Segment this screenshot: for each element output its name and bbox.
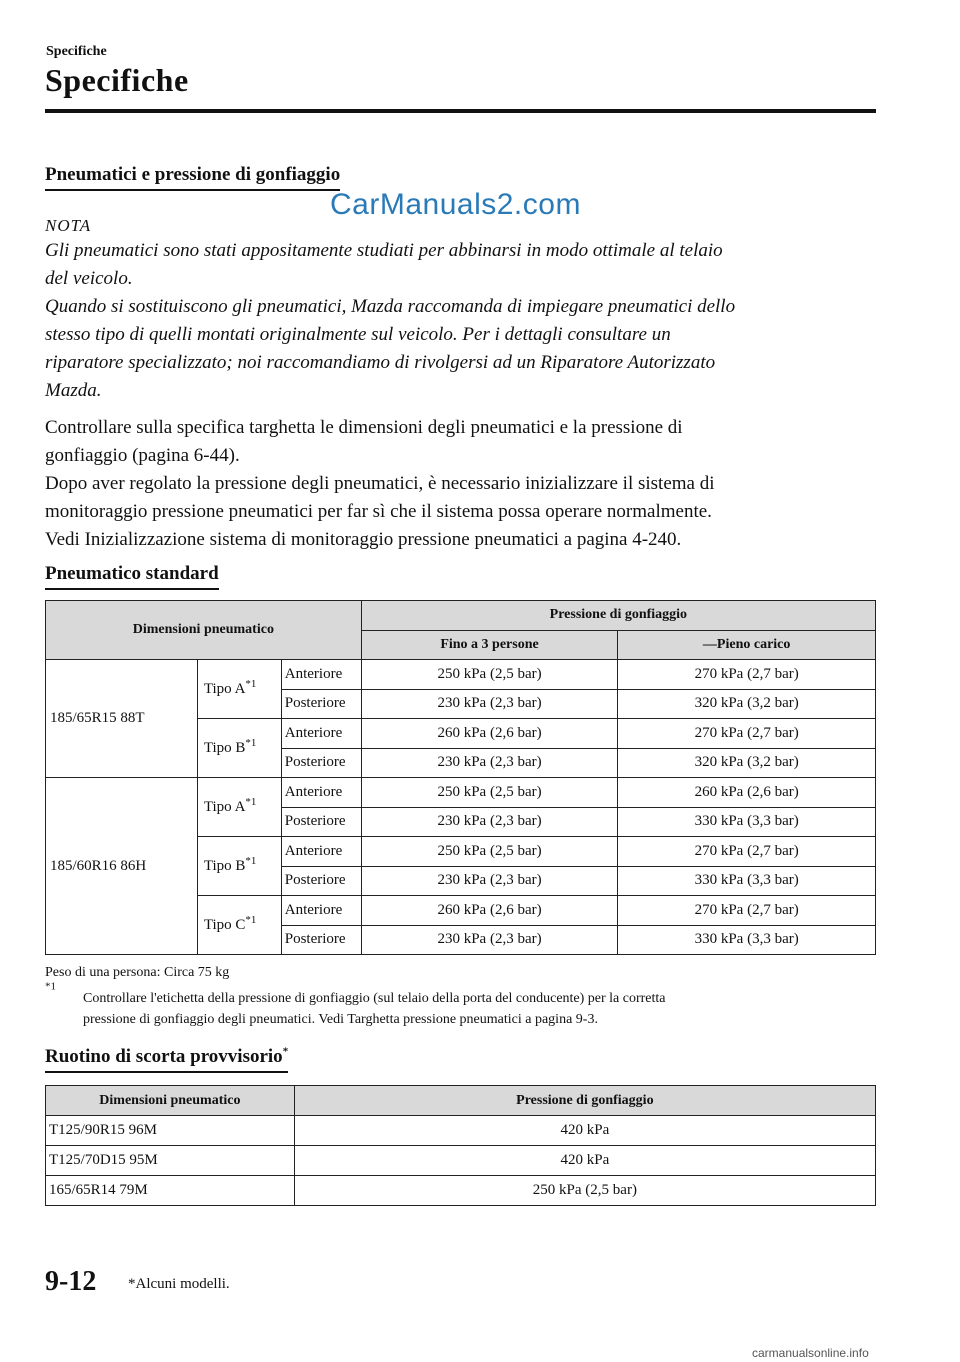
footnote-mark-label (45, 980, 56, 1000)
table-row (46, 778, 876, 808)
footnote-mark: *1 (245, 677, 257, 690)
page-number: 9-12 (45, 1266, 97, 1297)
tyre-type-cell (197, 660, 281, 719)
pressure-cell: 270 kPa (2,7 bar) (618, 719, 876, 749)
axle-cell: Posteriore (281, 925, 361, 955)
body-line: Dopo aver regolato la pressione degli pneumatici, è necessario inizializzare il sistema di (45, 473, 715, 494)
header-tyre-size: Dimensioni pneumatico (46, 1086, 295, 1116)
tyre-size-cell: T125/70D15 95M (46, 1146, 295, 1176)
watermark-logo: CarManuals2.com (330, 188, 581, 221)
nota-line: del veicolo. (45, 268, 133, 289)
spare-tyre-table (45, 1085, 876, 1206)
body-line: monitoraggio pressione pneumatici per far sì che il sistema possa operare normalmente. (45, 501, 712, 522)
standard-tyre-table (45, 600, 876, 955)
pressure-cell: 230 kPa (2,3 bar) (361, 689, 618, 719)
pressure-cell: 320 kPa (3,2 bar) (618, 689, 876, 719)
footer-note: *Alcuni modelli. (128, 1276, 230, 1292)
tyre-type-cell (197, 896, 281, 955)
nota-line: Mazda. (45, 380, 102, 401)
pressure-cell: 270 kPa (2,7 bar) (618, 837, 876, 867)
pressure-cell: 250 kPa (2,5 bar) (361, 778, 618, 808)
footnote-line: pressione di gonfiaggio degli pneumatici. Vedi Targhetta pressione pneumatici a pagina 9-3. (83, 1012, 598, 1027)
axle-cell: Anteriore (281, 660, 361, 690)
footnote-mark: *1 (245, 854, 257, 867)
body-line: gonfiaggio (pagina 6-44). (45, 445, 240, 466)
tyre-size-cell: 165/65R14 79M (46, 1176, 295, 1206)
pressure-cell: 230 kPa (2,3 bar) (361, 748, 618, 778)
tyre-type-label: Tipo A (203, 680, 246, 697)
footnote-mark: *1 (45, 980, 56, 993)
section-title-text: Ruotino di scorta provvisorio (45, 1046, 283, 1067)
axle-cell: Posteriore (281, 748, 361, 778)
axle-cell: Posteriore (281, 866, 361, 896)
pressure-cell: 270 kPa (2,7 bar) (618, 660, 876, 690)
axle-cell: Anteriore (281, 896, 361, 926)
axle-cell: Anteriore (281, 719, 361, 749)
pressure-cell: 260 kPa (2,6 bar) (361, 896, 618, 926)
body-line: Vedi Inizializzazione sistema di monitoraggio pressione pneumatici a pagina 4-240. (45, 529, 682, 550)
table-row (46, 660, 876, 690)
footnote-mark: *1 (245, 913, 257, 926)
tyre-type-label: Tipo B (203, 739, 246, 756)
site-watermark: carmanualsonline.info (752, 1346, 869, 1360)
running-header: Specifiche (46, 44, 107, 59)
tyre-size-cell: 185/60R16 86H (46, 778, 198, 955)
footnote-mark: *1 (245, 736, 257, 749)
pressure-cell: 330 kPa (3,3 bar) (618, 807, 876, 837)
pressure-cell: 230 kPa (2,3 bar) (361, 925, 618, 955)
header-rule (45, 109, 876, 113)
pressure-cell: 250 kPa (2,5 bar) (361, 837, 618, 867)
tyre-type-cell (197, 837, 281, 896)
pressure-cell: 330 kPa (3,3 bar) (618, 925, 876, 955)
axle-cell: Anteriore (281, 778, 361, 808)
pressure-cell: 260 kPa (2,6 bar) (618, 778, 876, 808)
pressure-cell: 260 kPa (2,6 bar) (361, 719, 618, 749)
pressure-cell: 270 kPa (2,7 bar) (618, 896, 876, 926)
footnote-mark: *1 (245, 795, 257, 808)
pressure-cell: 250 kPa (2,5 bar) (361, 660, 618, 690)
table-row (46, 1176, 876, 1206)
nota-line: Gli pneumatici sono stati appositamente studiati per abbinarsi in modo ottimale al telaio (45, 240, 723, 261)
section-title-standard-tyre: Pneumatico standard (45, 563, 219, 590)
chapter-title: Specifiche (45, 62, 189, 98)
header-tyre-size: Dimensioni pneumatico (46, 601, 362, 660)
section-title-tyres: Pneumatici e pressione di gonfiaggio (45, 164, 340, 191)
header-pressure: Pressione di gonfiaggio (361, 601, 875, 631)
axle-cell: Posteriore (281, 689, 361, 719)
pressure-cell: 420 kPa (294, 1146, 875, 1176)
footnote-line: Controllare l'etichetta della pressione di gonfiaggio (sul telaio della porta del conducente) per la corretta (83, 991, 666, 1006)
tyre-size-cell: 185/65R15 88T (46, 660, 198, 778)
title-asterisk: * (282, 1045, 289, 1058)
axle-cell: Posteriore (281, 807, 361, 837)
table-row (46, 1116, 876, 1146)
pressure-cell: 330 kPa (3,3 bar) (618, 866, 876, 896)
tyre-size-cell: T125/90R15 96M (46, 1116, 295, 1146)
pressure-cell: 230 kPa (2,3 bar) (361, 807, 618, 837)
pressure-cell: 420 kPa (294, 1116, 875, 1146)
note-weight: Peso di una persona: Circa 75 kg (45, 965, 230, 980)
nota-line: Quando si sostituiscono gli pneumatici, Mazda raccomanda di impiegare pneumatici dello (45, 296, 736, 317)
section-title-spare-tyre (45, 1046, 288, 1073)
pressure-cell: 230 kPa (2,3 bar) (361, 866, 618, 896)
tyre-type-cell (197, 719, 281, 778)
axle-cell: Anteriore (281, 837, 361, 867)
pressure-cell: 250 kPa (2,5 bar) (294, 1176, 875, 1206)
nota-line: stesso tipo di quelli montati originalmente sul veicolo. Per i dettagli consultare un (45, 324, 671, 345)
header-up-to-3: Fino a 3 persone (361, 630, 618, 660)
nota-label: NOTA (45, 216, 92, 235)
tyre-type-label: Tipo C (203, 916, 246, 933)
tyre-type-label: Tipo A (203, 798, 246, 815)
header-full-load: ―Pieno carico (618, 630, 876, 660)
tyre-type-cell (197, 778, 281, 837)
tyre-type-label: Tipo B (203, 857, 246, 874)
header-pressure: Pressione di gonfiaggio (294, 1086, 875, 1116)
nota-line: riparatore specializzato; noi raccomandiamo di rivolgersi ad un Riparatore Autorizzato (45, 352, 716, 373)
pressure-cell: 320 kPa (3,2 bar) (618, 748, 876, 778)
table-row (46, 1146, 876, 1176)
body-line: Controllare sulla specifica targhetta le dimensioni degli pneumatici e la pressione di (45, 417, 683, 438)
